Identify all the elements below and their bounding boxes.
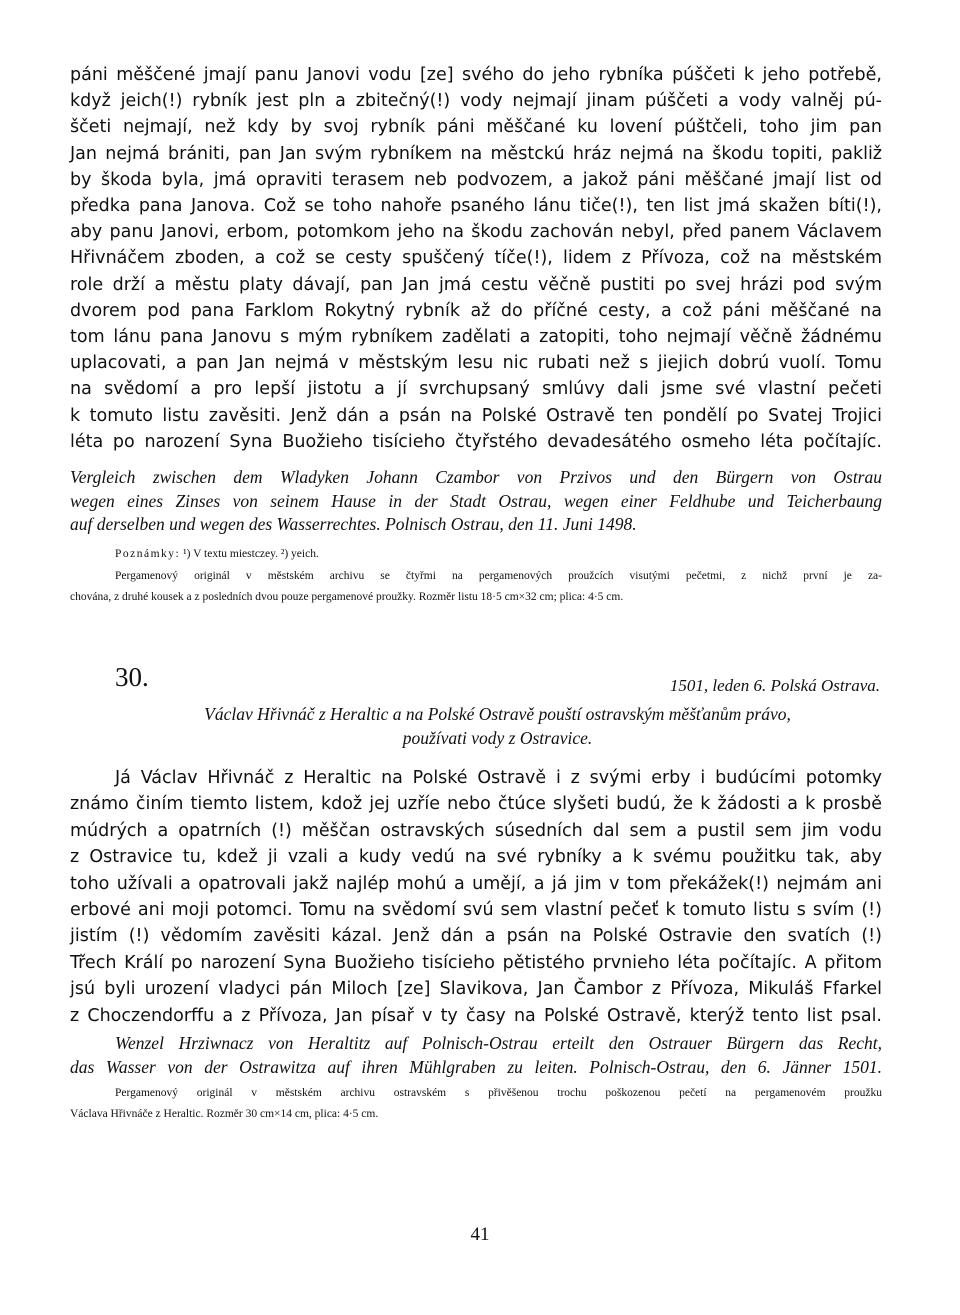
document-number: 30. <box>115 662 149 692</box>
document-german-summary <box>70 1032 882 1079</box>
note-line: chována, z druhé kousek a z posledních dvou pouze pergamenové proužky. Rozměr listu 18·5 cm×32 cm; plica: 4·5 cm. <box>70 591 624 603</box>
top-document-body <box>70 62 882 455</box>
body-line: na svědomí a pro lepší jistotu a jí svrchupsaný smlúvy dali jsme své vlastní pečeti <box>70 379 882 400</box>
summary-line: Wenzel Hrziwnacz von Heraltitz auf Polnisch-Ostrau erteilt den Ostrauer Bürgern das Recht, <box>115 1033 882 1053</box>
body-line: tom lánu pana Janovu s mým rybníkem zadělati a zatopiti, toho nejmají věčně žádnému <box>70 327 882 348</box>
top-german-summary <box>70 466 882 537</box>
summary-line: wegen eines Zinses von seinem Hause in der Stadt Ostrau, wegen einer Feldhube und Teicherbaung <box>70 490 882 511</box>
body-line: múdrých a opatrních (!) měščan ostravských súsedních dal sem a pustil sem jim vodu <box>70 820 882 841</box>
body-line: k tomuto listu zavěsiti. Jenž dán a psán na Polské Ostravě ten pondělí po Svatej Trojici <box>70 405 882 426</box>
archival-note <box>70 566 882 608</box>
note-line: Václava Hřivnáče z Heraltic. Rozměr 30 cm×14 cm, plica: 4·5 cm. <box>70 1108 379 1120</box>
page-number: 41 <box>470 1224 490 1245</box>
body-line: když jeich(!) rybník jest pln a zbitečný(!) vody nejmají jinam púščeti a vody valněj pú- <box>70 91 882 112</box>
document-archival-note <box>70 1083 882 1125</box>
body-line: Třech Králí po narození Syna Buožieho tisícieho pětistého prvnieho léta počítajíc. A přitom <box>70 952 882 973</box>
footnote <box>115 544 882 565</box>
body-line: Já Václav Hřivnáč z Heraltic na Polské Ostravě i z svými erby i budúcími potomky <box>115 768 882 788</box>
note-line: Pergamenový originál v městském archivu se čtyřmi na pergamenových proužcích visutými pečetmi, z nichž první je za- <box>115 570 882 582</box>
body-line: role drží a městu platy dávají, pan Jan jmá cestu věčně pustiti po svej hrázi pod svým <box>70 274 882 295</box>
summary-line: auf derselben und wegen des Wasserrechtes. Polnisch Ostrau, den 11. Juni 1498. <box>70 514 637 534</box>
footnote-text: ¹) V textu miestczey. ²) yeich. <box>180 548 319 560</box>
body-line: uplacovati, a pan Jan nejmá v městským lesu nic rubati než s jiejich dobrú vuolí. Tomu <box>70 353 882 374</box>
summary-line: Václav Hřivnáč z Heraltic a na Polské Ostravě pouští ostravským měšťanům právo, <box>204 704 791 724</box>
body-line: Hřivnáčem zboden, a což se cesty spuščený tíče(!), lidem z Přívoza, což na městském <box>70 248 882 269</box>
body-line: toho užívali a opatrovali jakž najlép mohú a umějí, a já jim v tom překážek(!) nejmám ani <box>70 873 882 894</box>
body-line: léta po narození Syna Buožieho tisícieho čtyřstého devadesátého osmeho léta počítajíc. <box>70 431 882 452</box>
note-line: Pergamenový originál v městském archivu ostravském s přivěšenou trochu poškozenou pečetí na pergamenovém proužku <box>115 1087 882 1099</box>
footnote-label: Poznámky: <box>115 548 181 560</box>
body-line: známo činím tiemto listem, kdož jej uzříe nebo čtúce slyšeti budú, že k žádosti a k prosbě <box>70 794 882 815</box>
body-line: z Choczendorffu a z Přívoza, Jan písař v ty časy na Polské Ostravě, kterýž tento list psal. <box>70 1005 882 1026</box>
body-line: erbové ani moji potomci. Tomu na svědomí svú sem vlastní pečeť k tomuto listu s svím (!) <box>70 900 882 921</box>
body-line: dvorem pod pana Farklom Rokytný rybník až do příčné cesty, a což páni měščané na <box>70 300 882 321</box>
body-line: z Ostravice tu, kdež ji vzali a kudy vedú na své rybníky a k svému použitku tak, aby <box>70 847 882 868</box>
summary-line: Vergleich zwischen dem Wladyken Johann Czambor von Przivos und den Bürgern von Ostrau <box>70 467 882 487</box>
body-line: Jan nejmá brániti, pan Jan svým rybníkem na městckú hráz nejmá na škodu topiti, pakliž <box>70 143 882 164</box>
body-line: předka pana Janova. Což se toho nahoře psaného lánu tiče(!), ten list jmá skažen bíti(!), <box>70 196 882 217</box>
body-line: ščeti nejmají, než kdy by svoj rybník páni měščané ku lovení púštčeli, toho jim pan <box>70 117 882 138</box>
body-line: aby panu Janovi, erbom, potomkom jeho na škodu zachován nebyl, před panem Václavem <box>70 222 882 243</box>
document-date: 1501, leden 6. Polská Ostrava. <box>669 676 880 695</box>
document-summary <box>115 702 880 750</box>
body-line: jistím (!) vědomím zavěsiti kázal. Jenž dán a psán na Polské Ostravie den svatích (!) <box>70 926 882 947</box>
summary-line: používati vody z Ostravice. <box>402 728 593 748</box>
body-line: jsú byli urození vladyci pán Miloch [ze] Slavikova, Jan Čambor z Přívoza, Mikuláš Ffarkel <box>70 979 882 1000</box>
body-line: by škoda byla, jmá opraviti terasem neb podvozem, a jakož páni měščané jmají list od <box>70 169 882 190</box>
document-body <box>70 765 882 1029</box>
body-line: páni měščené jmají panu Janovi vodu [ze] svého do jeho rybníka púščeti k jeho potřebě, <box>70 65 882 85</box>
summary-line: das Wasser von der Ostrawitza auf ihren Mühlgraben zu leiten. Polnisch-Ostrau, den 6. Jänner 1501. <box>70 1056 882 1077</box>
